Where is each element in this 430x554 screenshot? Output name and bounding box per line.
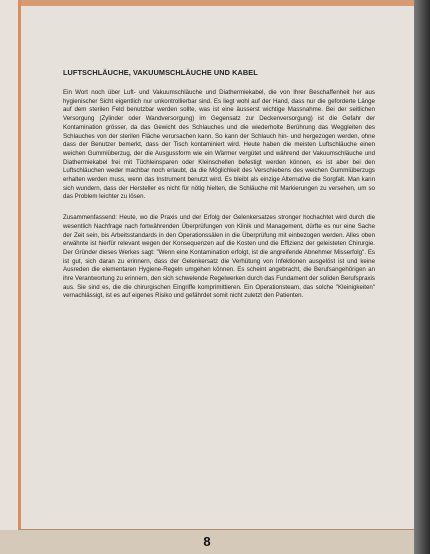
paragraph-2: Zusammenfassend: Heute, wo die Praxis und der Erfolg der Gelenkersatzes stronger hochachtet wird durch die wesentlich Nachfrage nach fortwährenden Überprüfungen von Klinik und Management, dürfte es nur eine Sache der Zeit sein, bis Arbeitsstandards in den Operationssälen in die Überprüfung mit einbezogen werden. Alles oben erwähnte ist hierfür relevant wegen der Konsequenzen auf die Kosten und die Effizienz der geleisteten Chirurgie. Der Gründer dieses Werkes sagt: "Wenn eine Kontamination erfolgt, ist die angreifende Abnehmer Misserfolg". Es ist gut, sich daran zu erinnern, dass der Gelenkersatz die Verhütung von Infektionen ausgelöst ist und keine Ausreden die elementaren Hygiene-Regeln umgehen können. Es scheint angebracht, die Berufsangehörigen an ihre Verantwortung zu erinnern, den sich schwelende Regelwerken durch das Fundament der soliden Berufspraxis aus. Sie sind es, die die chirurgischen Eingriffe komprimittieren. Ein Operationsteam, das solche "Kleinigkeiten" vernachlässigt, ist es auf eigenes Risiko und gefährdet somit nicht zuletzt den Patienten. <box>63 214 375 300</box>
paragraph-1: Ein Wort noch über Luft- und Vakuumschläuche und Diathermiekabel, die von Ihrer Beschaffenheit her aus hygienischer Sicht eigentlich nur unkontrollierbar sind. Es liegt wohl auf der Hand, dass nur die geforderte Länge auf dem sterilen Feld benutzbar werden sollte, was ist eine äusserst wichtige Massnahme. Bei der seitlichen Versorgung (Zylinder oder Wandversorgung) im Gegensatz zur Deckenversorgung) ist die Gefahr der Kontamination grösser, da das Gewicht des Schlauches und die wiederholte Berührung das Weggleiten des Schlauches von der sterilen Fläche verursachen kann. So kann der Schlauch hin- und hergezogen werden, ohne dass der Benutzer bemerkt, dass der Tisch kontaminiert wird. Heute haben die meisten Luftschläuche einen weichen Gummiüberzug, der die Ausgussform wie ein Wärmer vergütet und während der Vakuumschläuche und Diathermiekabel frei mit Tüchleinsparen oder Kleinschellen befestigt werden können, es ist aber bei den Luftschläuchen weder machbar noch erlaubt, da die Möglichkeit des Verschiebens des weichen Gummiüberzugs erhalten werden muss, wenn das Instrument benutzt wird. Es bleibt als einzige Alternative die Sorgfalt. Man kann sich wundern, dass der Hersteller es nicht für nötig hielten, die Schläuche mit Markierungen zu versehen, um so das Problem leichter zu lösen. <box>63 89 375 201</box>
top-accent-bar <box>18 0 414 6</box>
page-edge-shadow <box>414 0 430 554</box>
page-number: 8 <box>203 534 211 549</box>
left-accent-stripe <box>18 0 21 530</box>
page-content <box>63 68 375 313</box>
section-title: LUFTSCHLÄUCHE, VAKUUMSCHLÄUCHE UND KABEL <box>63 68 258 77</box>
